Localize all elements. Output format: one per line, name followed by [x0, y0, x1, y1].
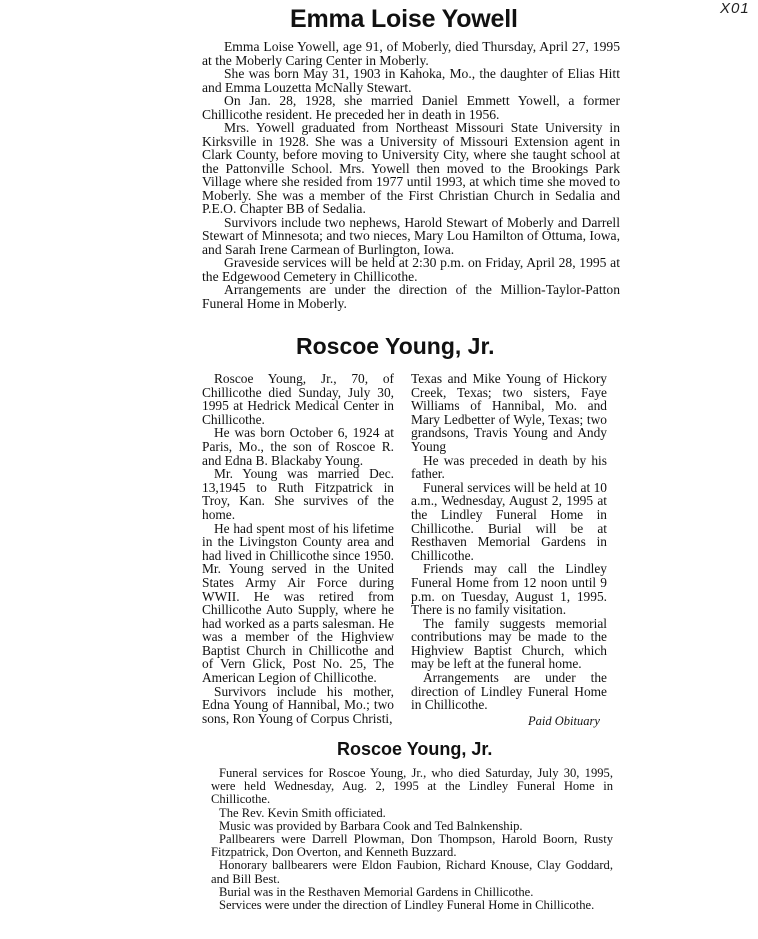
paragraph: Funeral services will be held at 10 a.m., Wednesday, August 2, 1995 at the Lindley Funeral Home in Chillicothe. Burial will be at Resthaven Memorial Gardens in Chillicothe. [411, 479, 607, 563]
handwritten-corner-mark: X01 [720, 0, 750, 17]
obituary-1-title: Emma Loise Yowell [290, 5, 518, 33]
paragraph: Pallbearers were Darrell Plowman, Don Thompson, Harold Boorn, Rusty Fitzpatrick, Don Overton, and Kenneth Buzzard. [211, 832, 613, 860]
paragraph-continuation: Texas and Mike Young of Hickory Creek, Texas; two sisters, Faye Williams of Hannibal, Mo. and Mary Ledbetter of Wyle, Texas; two grandsons, Travis Young and Andy Young [411, 371, 607, 454]
paragraph: Survivors include his mother, Edna Young of Hannibal, Mo.; two sons, Ron Young of Corpus Christi, [202, 683, 394, 726]
obituary-2-column-right [411, 372, 607, 712]
paragraph: Survivors include two nephews, Harold Stewart of Moberly and Darrell Stewart of Minnesota; and two nieces, Mary Lou Hamilton of Ottuma, Iowa, and Sarah Irene Carmean of Burlington, Iowa. [202, 214, 620, 257]
paragraph: Arrangements are under the direction of the Million-Taylor-Patton Funeral Home in Moberly. [202, 282, 620, 311]
obituary-3-title: Roscoe Young, Jr. [337, 738, 493, 759]
obituary-1-body [202, 40, 620, 310]
paragraph: The family suggests memorial contributions may be made to the Highview Baptist Church, which may be left at the funeral home. [411, 615, 607, 672]
paragraph: She was born May 31, 1903 in Kahoka, Mo., the daughter of Elias Hitt and Emma Louzetta McNally Stewart. [202, 66, 620, 95]
paragraph: Mr. Young was married Dec. 13,1945 to Ruth Fitzpatrick in Troy, Kan. She survives of the home. [202, 466, 394, 522]
paragraph: Services were under the direction of Lindley Funeral Home in Chillicothe. [219, 898, 595, 913]
paragraph: He was preceded in death by his father. [411, 452, 607, 482]
paragraph: Burial was in the Resthaven Memorial Gardens in Chillicothe. [219, 884, 534, 899]
paragraph: Emma Loise Yowell, age 91, of Moberly, died Thursday, April 27, 1995 at the Moberly Caring Center in Moberly. [202, 39, 620, 68]
paragraph: The Rev. Kevin Smith officiated. [219, 805, 386, 820]
obituary-2-column-left [202, 372, 394, 725]
paragraph: On Jan. 28, 1928, she married Daniel Emmett Yowell, a former Chillicothe resident. He preceded her in death in 1956. [202, 93, 620, 122]
obituary-3-body [211, 767, 613, 912]
paragraph: Arrangements are under the direction of Lindley Funeral Home in Chillicothe. [411, 670, 607, 713]
paragraph: Music was provided by Barbara Cook and Ted Balnkenship. [219, 818, 523, 833]
paid-obituary-label: Paid Obituary [528, 713, 600, 728]
paragraph: He was born October 6, 1924 at Paris, Mo., the son of Roscoe R. and Edna B. Blackaby Young. [202, 425, 394, 468]
paragraph: Graveside services will be held at 2:30 p.m. on Friday, April 28, 1995 at the Edgewood Cemetery in Chillicothe. [202, 255, 620, 284]
paragraph: Funeral services for Roscoe Young, Jr., who died Saturday, July 30, 1995, were held Wednesday, Aug. 2, 1995 at the Lindley Funeral Home in Chillicothe. [211, 766, 613, 807]
paragraph: Friends may call the Lindley Funeral Home from 12 noon until 9 p.m. on Tuesday, August 1, 1995. There is no family visitation. [411, 561, 607, 618]
paragraph: Mrs. Yowell graduated from Northeast Missouri State University in Kirksville in 1928. She was a University of Missouri Extension agent in Clark County, before moving to University City, where she taught school at the Pattonville School. Mrs. Yowell then moved to the Brookings Park Village where she resided from 1977 until 1993, at which time she moved to Moberly. She was a member of the First Christian Church in Sedalia and P.E.O. Chapter BB of Sedalia. [202, 120, 620, 216]
obituary-2-title: Roscoe Young, Jr. [296, 333, 495, 359]
paragraph: Roscoe Young, Jr., 70, of Chillicothe died Sunday, July 30, 1995 at Hedrick Medical Center in Chillicothe. [202, 371, 394, 427]
paragraph: Honorary ballbearers were Eldon Faubion, Richard Knouse, Clay Goddard, and Bill Best. [211, 858, 613, 886]
paragraph: He had spent most of his lifetime in the Livingston County area and had lived in Chillicothe since 1950. Mr. Young served in the United States Army Air Force during WWII. He was retired from Chillicothe Auto Supply, where he had worked as a parts salesman. He was a member of the Highview Baptist Church in Chillicothe and of Vern Glick, Post No. 25, The American Legion of Chillicothe. [202, 520, 394, 686]
